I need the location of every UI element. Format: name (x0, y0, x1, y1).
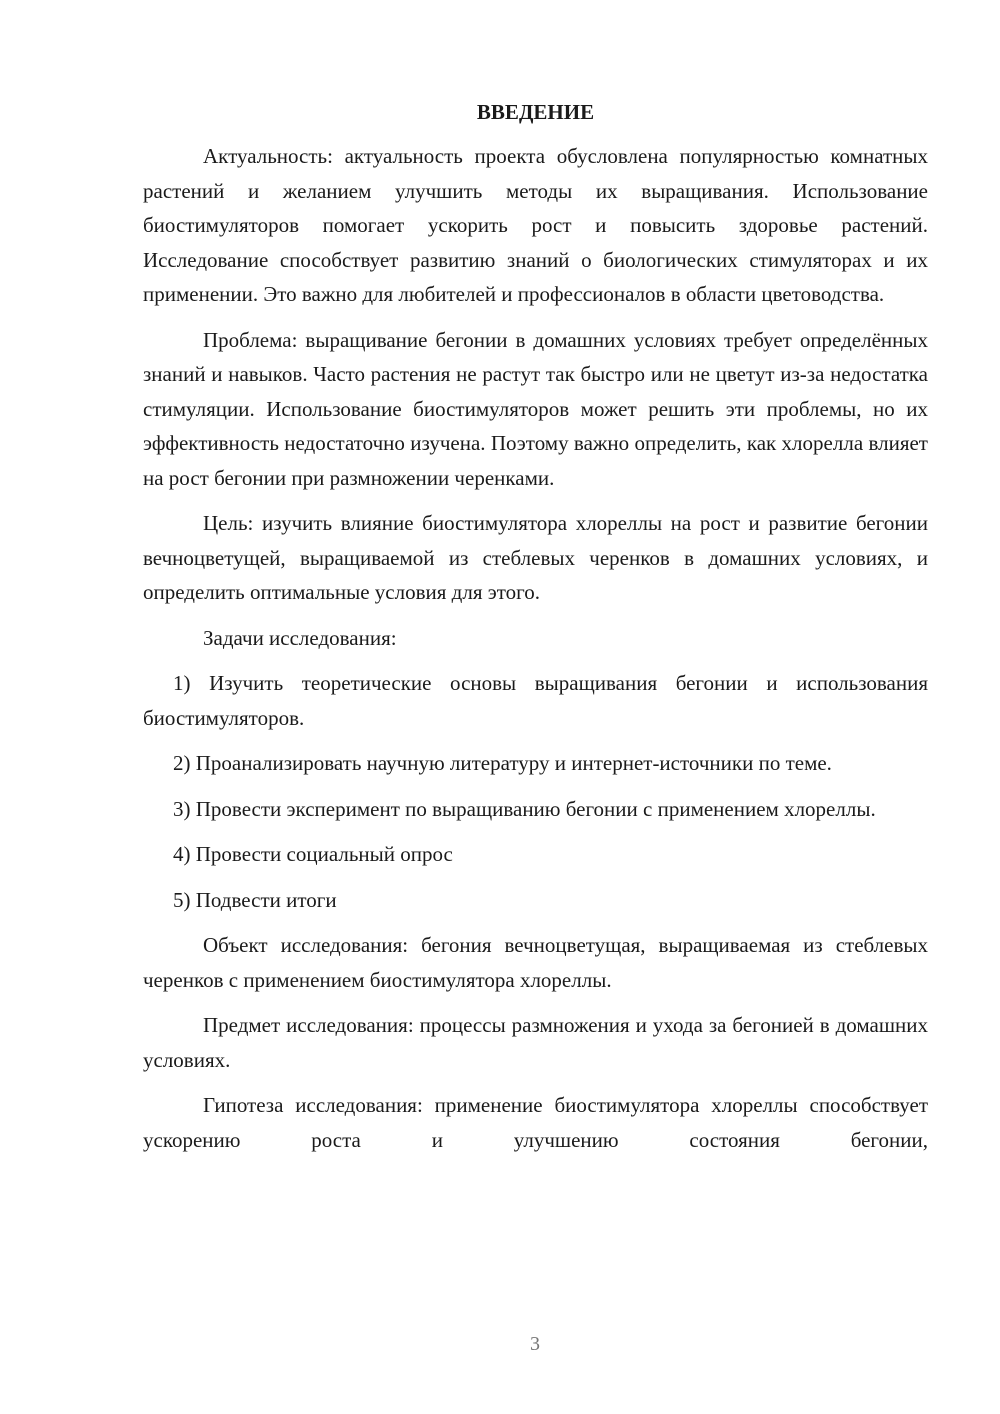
task-item-4: 4) Провести социальный опрос (173, 842, 453, 866)
task-item-5: 5) Подвести итоги (173, 887, 337, 912)
paragraph-subject: Предмет исследования: процессы размножения и ухода за бегонией в домашних условиях. (143, 1013, 928, 1072)
paragraph-object: Объект исследования: бегония вечноцветущая, выращиваемая из стеблевых черенков с применением биостимулятора хлореллы. (143, 933, 928, 992)
paragraph-tasks-title: Задачи исследования: (203, 625, 397, 650)
task-item-1: 1) Изучить теоретические основы выращивания бегонии и использования биостимуляторов. (143, 671, 928, 730)
task-item-2: 2) Проанализировать научную литературу и интернет-источники по теме. (173, 751, 832, 775)
task-item-3: 3) Провести эксперимент по выращиванию бегонии с применением хлореллы. (173, 796, 876, 821)
page-number: 3 (530, 1333, 540, 1355)
section-heading: ВВЕДЕНИЕ (476, 100, 595, 124)
page-content (143, 95, 928, 1168)
paragraph-goal: Цель: изучить влияние биостимулятора хлореллы на рост и развитие бегонии вечноцветущей, выращиваемой из стеблевых черенков в домашних условиях, и определить оптимальные условия для этого. (143, 511, 928, 604)
paragraph-problem: Проблема: выращивание бегонии в домашних условиях требует определённых знаний и навыков. Часто растения не растут так быстро или не цветут из-за недостатка стимуляции. Использование биостимуляторов может решить эти проблемы, но их эффективность недостаточно изучена. Поэтому важно определить, как хлорелла влияет на рост бегонии при размножении черенками. (143, 327, 928, 490)
paragraph-relevance: Актуальность: актуальность проекта обусловлена популярностью комнатных растений и желанием улучшить методы их выращивания. Использование биостимуляторов помогает ускорить рост и повысить здоровье растений. Исследование способствует развитию знаний о биологических стимуляторах и их применении. Это важно для любителей и профессионалов в области цветоводства. (143, 144, 928, 306)
paragraph-hypothesis: Гипотеза исследования: применение биостимулятора хлореллы способствует ускорению роста и улучшению состояния бегонии, (143, 1093, 928, 1152)
